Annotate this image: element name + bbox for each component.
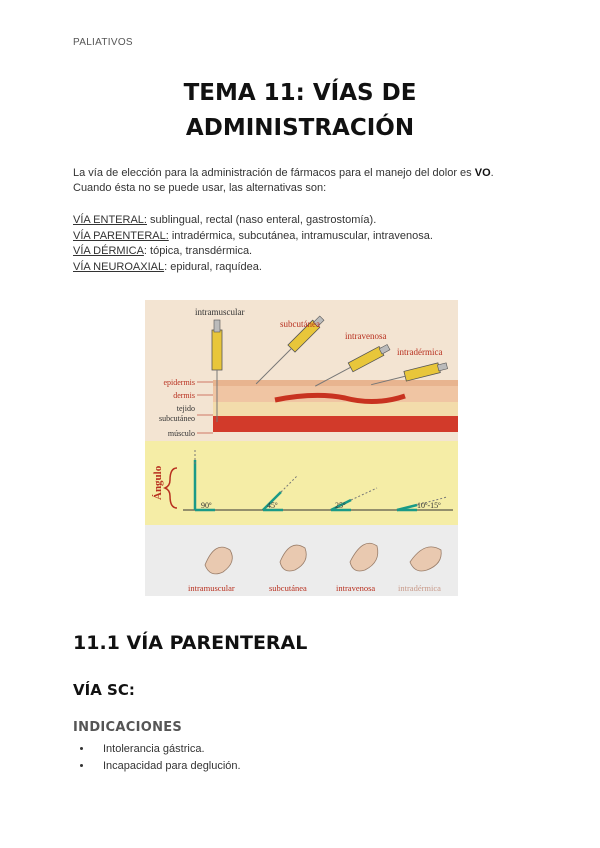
title-line-1: TEMA 11: VÍAS DE <box>183 80 417 106</box>
route-parenteral <box>73 229 543 245</box>
route-label: VÍA NEUROAXIAL <box>73 260 165 273</box>
angle-panel <box>145 441 458 525</box>
intro-bold: VO <box>474 167 491 179</box>
layer-label-epidermis: epidermis <box>163 378 195 387</box>
angle-value-25: 25º <box>335 501 346 510</box>
bottom-label-intradermica: intradérmica <box>398 583 441 593</box>
list-item: • Incapacidad para deglución. <box>93 758 543 775</box>
top-label-intravenosa: intravenosa <box>345 331 387 341</box>
angle-value-10-15: 10º-15º <box>417 501 441 510</box>
indications-heading: INDICACIONES <box>73 720 183 735</box>
angle-label: Ángulo <box>152 465 164 500</box>
route-label: VÍA DÉRMICA <box>73 245 144 257</box>
bottom-label-intramuscular: intramuscular <box>188 583 235 593</box>
title-line-2: ADMINISTRACIÓN <box>185 115 415 141</box>
skin-layers <box>213 380 458 432</box>
bottom-label-intravenosa: intravenosa <box>336 583 376 593</box>
subsection-heading: VÍA SC: <box>73 681 135 699</box>
route-enteral <box>73 213 543 229</box>
layer-label-musculo: músculo <box>167 429 195 438</box>
angle-value-90: 90º <box>201 501 212 510</box>
intro-text: La vía de elección para la administración de fármacos para el manejo del dolor es <box>73 167 475 179</box>
top-label-intradermica: intradérmica <box>397 347 443 357</box>
bottom-label-subcutanea: subcutánea <box>269 583 307 593</box>
top-label-intramuscular: intramuscular <box>195 307 245 317</box>
route-text: sublingual, rectal (naso enteral, gastrostomía). <box>146 214 377 226</box>
route-text: : tópica, transdérmica. <box>143 245 253 257</box>
top-label-subcutanea: subcutánea <box>280 319 320 329</box>
route-label: VÍA PARENTERAL: <box>73 229 169 242</box>
layer-label-subcutaneo: subcutáneo <box>159 414 195 423</box>
intro-paragraph <box>73 166 543 196</box>
angle-value-45: 45º <box>267 501 278 510</box>
route-text: : epidural, raquídea. <box>164 260 262 273</box>
list-item: • Intolerancia gástrica. <box>93 741 543 758</box>
page-header: PALIATIVOS <box>73 37 133 48</box>
layer-label-dermis: dermis <box>173 391 195 400</box>
route-dermica <box>73 244 543 260</box>
routes-list <box>73 213 543 275</box>
layer-label-tejido: tejido <box>176 404 195 413</box>
route-label: VÍA ENTERAL: <box>73 214 147 226</box>
indications-list <box>73 741 543 775</box>
intro-line-2: Cuando ésta no se puede usar, las alternativas son: <box>73 182 327 194</box>
section-heading: 11.1 VÍA PARENTERAL <box>73 632 308 654</box>
route-neuroaxial <box>73 260 543 276</box>
intro-line-1 <box>73 166 543 181</box>
injection-routes-figure <box>145 300 458 596</box>
route-text: intradérmica, subcutánea, intramuscular, intravenosa. <box>168 229 433 242</box>
page-title <box>0 76 600 146</box>
intro-period: . <box>490 167 494 179</box>
